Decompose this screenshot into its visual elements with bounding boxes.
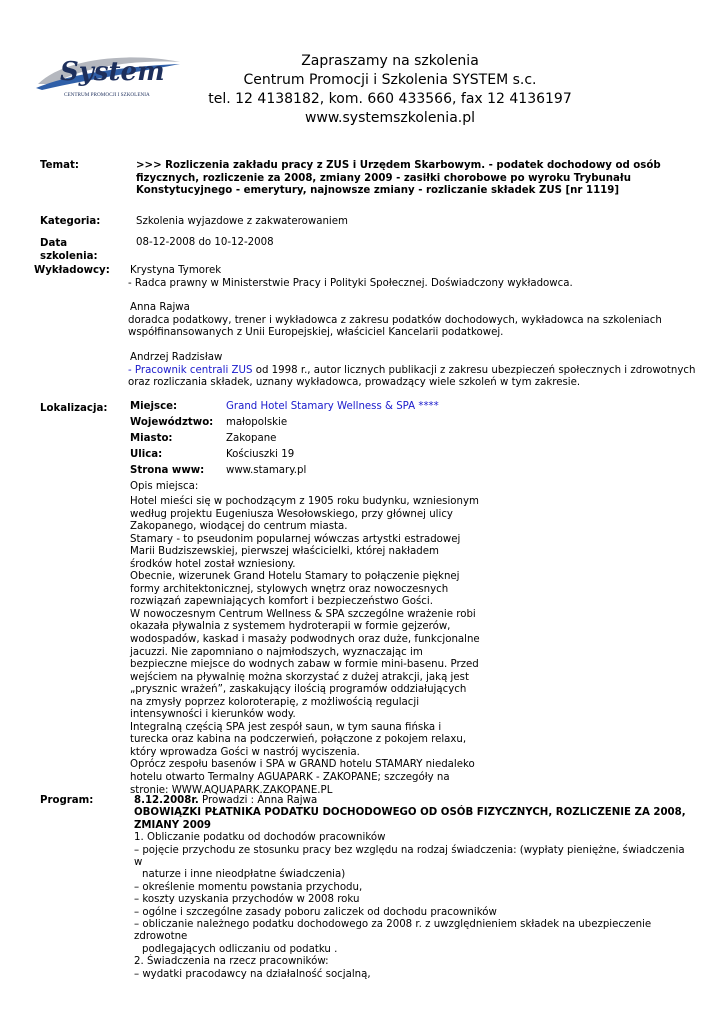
program-line: – koszty uzyskania przychodów w 2008 roku [134,894,360,906]
training-topic: >>> Rozliczenia zakładu pracy z ZUS i Urzędem Skarbowym. - podatek dochodowy od osób fizycznych, rozliczenie za 2008, zmiany 2009 - zasiłki chorobowe po wyroku Trybunału Konstytucyjnego - emerytury, najnowsze zmiany - rozliczanie składek ZUS [nr 1119] [136,160,661,197]
opis-line: na zmysły poprzez koloroterapię, z możliwością regulacji [130,696,420,708]
lecturer-3-desc-2: oraz rozliczania składek, uznany wykładowca, prowadzący wiele szkoleń w tym zakresie. [128,377,581,389]
ulica-value: Kościuszki 19 [226,449,295,460]
logo-wordmark: System [60,57,165,87]
opis-line: Obecnie, wizerunek Grand Hotelu Stamary to połączenie pięknej [130,571,460,583]
date-value: 08-12-2008 do 10-12-2008 [136,237,274,248]
header-website: www.systemszkolenia.pl [304,110,476,126]
data-label-line1: Data [40,238,68,249]
opis-line: według projektu Eugeniusza Wesołowskiego, przy głównej ulicy [130,508,453,520]
temat-label: Temat: [40,160,79,171]
program-line: podlegających odliczaniu od podatku . [142,943,338,955]
venue-description [130,496,480,797]
zus-link[interactable]: - Pracownik centrali ZUS [128,364,253,376]
program-line: – pojęcie przychodu ze stosunku pracy bez względu na rodzaj świadczenia: (wypłaty pieniężne, świadczenia w [134,844,685,869]
venue-link[interactable]: Grand Hotel Stamary Wellness & SPA **** [226,401,439,412]
lecturer-3-desc-text: od 1998 r., autor licznych publikacji z zakresu ubezpieczeń społecznych i zdrowotnych [255,364,696,376]
opis-line: W nowoczesnym Centrum Wellness & SPA szczególne wrażenie robi [130,608,476,620]
program-line: – wydatki pracodawcy na działalność socjalną, [134,968,371,980]
opis-line: Oprócz zespołu basenów i SPA w GRAND hotelu STAMARY niedaleko [130,759,475,771]
opis-miejsca-label: Opis miejsca: [130,481,199,492]
opis-line: rozwiązań zapewniających komfort i bezpieczeństwo Gości. [130,596,433,608]
lecturer-3-name: Andrzej Radzisław [130,351,223,363]
opis-line: stronie: WWW.AQUAPARK.ZAKOPANE.PL [130,784,333,796]
company-logo [34,50,184,102]
data-label [40,237,98,263]
opis-line: Zakopanego, wiodącej do centrum miasta. [130,521,348,533]
program-line: naturze i inne nieodpłatne świadczenia) [142,869,346,881]
opis-line: bezpieczne miejsce do wodnych zabaw w formie mini-basenu. Przed [130,659,479,671]
opis-line: środków hotel został wzniesiony. [130,558,296,570]
lecturer-2-name: Anna Rajwa [130,302,190,314]
miejsce-label: Miejsce: [130,401,178,412]
lecturer-3-desc-1 [128,365,718,378]
page-header [190,52,590,128]
header-invite: Zapraszamy na szkolenia [301,53,479,69]
category-value: Szkolenia wyjazdowe z zakwaterowaniem [136,216,348,227]
opis-line: okazała pływalnia z systemem hydroterapii w formie gejzerów, [130,621,451,633]
program-title-2: ZMIANY 2009 [134,819,212,831]
program-line: – obliczanie należnego podatku dochodowego za 2008 r. z uwzględnieniem składek na ubezpieczenie zdrowotne [134,919,652,943]
data-label-line2: szkolenia: [40,251,98,262]
opis-line: Integralną częścią SPA jest zespół saun, w tym sauna fińska i [130,721,442,733]
logo-subtitle: CENTRUM PROMOCJI I SZKOLENIA [64,92,150,98]
program-label: Program: [40,795,94,806]
opis-line: Hotel mieści się w pochodzącym z 1905 roku budynku, wzniesionym [130,496,479,507]
kategoria-label: Kategoria: [40,216,101,227]
lokalizacja-label: Lokalizacja: [40,403,108,414]
lecturer-2-desc-2: współfinansowanych z Unii Europejskiej, właściciel Kancelarii podatkowej. [128,327,504,339]
program-line: 1. Obliczanie podatku od dochodów pracowników [134,832,386,844]
opis-line: „prysznic wrażeń”, zaskakujący ilością programów oddziałujących [130,684,467,696]
lecturers-block [128,265,718,390]
miasto-value: Zakopane [226,433,277,444]
strona-www-label: Strona www: [130,465,205,476]
opis-line: hotelu otwarto Termalny AGUAPARK - ZAKOPANE; szczegóły na [130,772,450,784]
miasto-label: Miasto: [130,433,173,444]
opis-line: Marii Budziszewskiej, pierwszej właścicielki, której nakładem [130,546,439,558]
opis-line: jacuzzi. Nie zapomniano o najmłodszych, wyznaczając im [130,646,423,658]
opis-line: formy architektonicznej, stylowych wnętrz oraz nowoczesnych [130,583,449,595]
opis-line: wejściem na pływalnię można skorzystać z dużej atrakcji, jaką jest [130,671,469,683]
program-line: – określenie momentu powstania przychodu, [134,881,363,893]
wojewodztwo-value: małopolskie [226,417,288,428]
opis-line: który wprowadza Gości w nastrój wyciszenia. [130,746,360,758]
program-title-1: OBOWIĄZKI PŁATNIKA PODATKU DOCHODOWEGO OD OSÓB FIZYCZNYCH, ROZLICZENIE ZA 2008, [134,807,686,819]
header-contact: tel. 12 4138182, kom. 660 433566, fax 12 4136197 [208,91,572,107]
opis-line: wodospadów, kaskad i masaży podwodnych oraz duże, funkcjonalne [130,634,480,646]
opis-line: Stamary - to pseudonim popularnej wówczas artystki estradowej [130,533,461,545]
wojewodztwo-label: Województwo: [130,417,214,428]
program-line: 2. Świadczenia na rzecz pracowników: [134,956,329,968]
program-line: – ogólne i szczególne zasady poboru zaliczek od dochodu pracowników [134,906,497,918]
program-block [134,795,694,981]
opis-line: turecka oraz kabina na podczerwień, połączone z pokojem relaxu, [130,734,467,746]
lecturer-1-name: Krystyna Tymorek [130,265,222,276]
ulica-label: Ulica: [130,449,163,460]
logo-swoosh-graphic [34,50,184,102]
program-lecturer: Prowadzi : Anna Rajwa [198,795,318,806]
header-company: Centrum Promocji i Szkolenia SYSTEM s.c. [243,72,537,88]
lecturer-2-desc-1: doradca podatkowy, trener i wykładowca z zakresu podatków dochodowych, wykładowca na szkoleniach [128,314,662,326]
lecturer-1-desc: - Radca prawny w Ministerstwie Pracy i Polityki Społecznej. Doświadczony wykładowca. [128,277,573,289]
wykladowcy-label: Wykładowcy: [34,265,110,276]
strona-www-value: www.stamary.pl [226,465,307,476]
program-date: 8.12.2008r. [134,795,199,806]
program-day-heading [134,795,694,807]
opis-line: intensywności i kierunków wody. [130,709,296,721]
